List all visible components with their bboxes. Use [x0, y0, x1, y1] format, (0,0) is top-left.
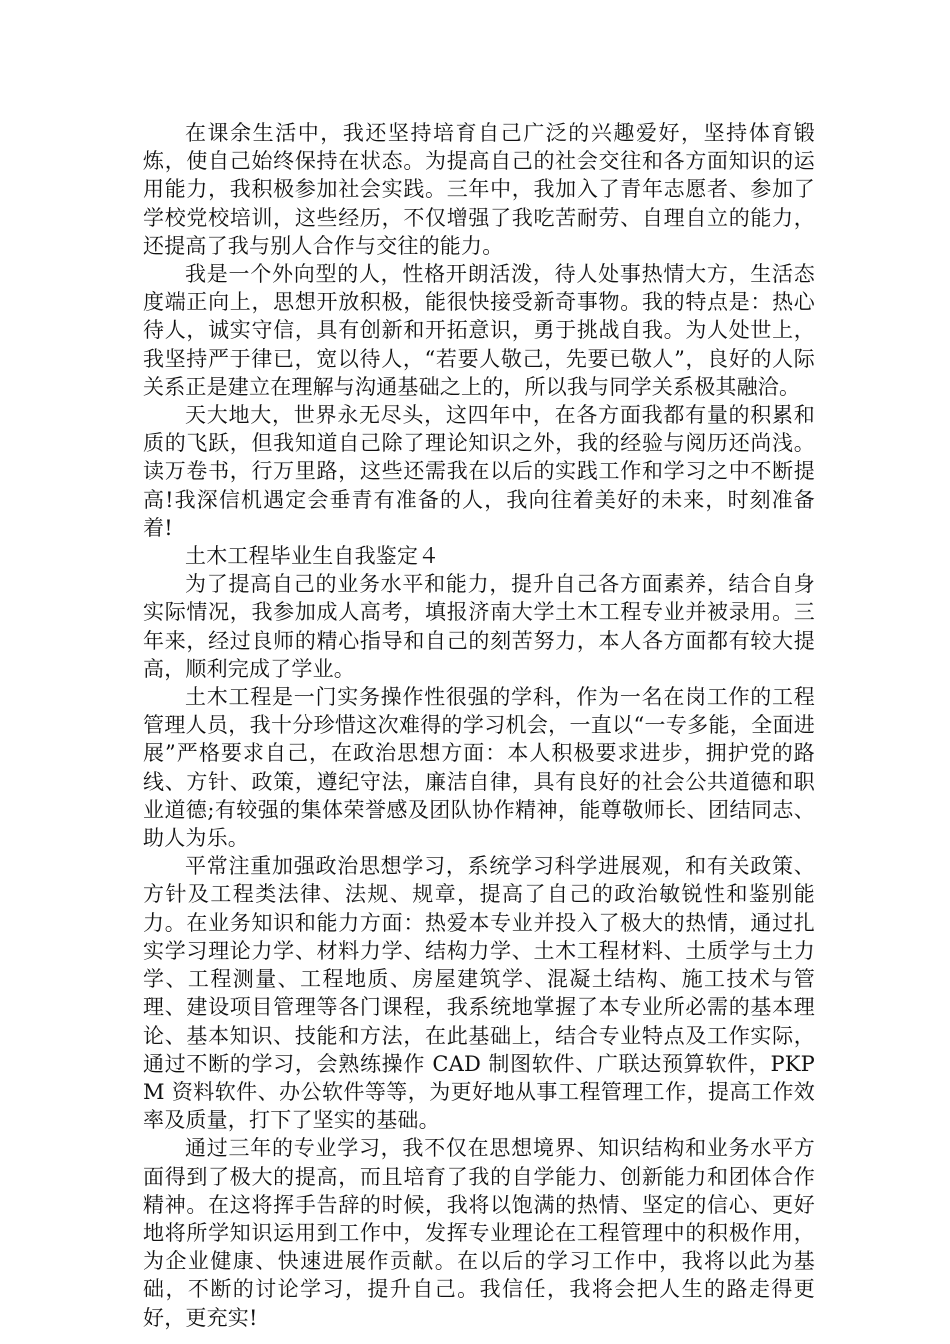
- section-heading: 土木工程毕业生自我鉴定４: [185, 544, 440, 569]
- paragraph-conclusion: 通过三年的专业学习，我不仅在思想境界、知识结构和业务水平方面得到了极大的提高，而且培育了我的自学能力、创新能力和团体合作精神。在这将挥手告辞的时候，我将以饱满的热情、坚定的信心、更好地将所学知识运用到工作中，发挥专业理论在工程管理中的积极作用，为企业健康、快速进展作贡献。在以后的学习工作中，我将以此为基础，不断的讨论学习，提升自己。我信任，我将会把人生的路走得更好，更充实!: [143, 1136, 815, 1330]
- paragraph-professional-knowledge: 平常注重加强政治思想学习，系统学习科学进展观，和有关政策、方针及工程类法律、法规、规章，提高了自己的政治敏锐性和鉴别能力。在业务知识和能力方面：热爱本专业并投入了极大的热情，通过扎实学习理论力学、材料力学、结构力学、土木工程材料、土质学与土力学、工程测量、工程地质、房屋建筑学、混凝土结构、施工技术与管理、建设项目管理等各门课程，我系统地掌握了本专业所必需的基本理论、基本知识、技能和方法，在此基础上，结合专业特点及工作实际，通过不断的学习，会熟练操作 CAD 制图软件、广联达预算软件，PKPM 资料软件、办公软件等等，为更好地从事工程管理工作，提高工作效率及质量，打下了坚实的基础。: [143, 854, 815, 1133]
- document-body: [143, 119, 815, 1332]
- paragraph-personality: 我是一个外向型的人，性格开朗活泼，待人处事热情大方，生活态度端正向上，思想开放积极，能很快接受新奇事物。我的特点是：热心待人，诚实守信，具有创新和开拓意识，勇于挑战自我。为人处世上，我坚持严于律已，宽以待人，“若要人敬己，先要已敬人”，良好的人际关系正是建立在理解与沟通基础之上的，所以我与同学关系极其融洽。: [143, 262, 815, 399]
- paragraph-hobbies: 在课余生活中，我还坚持培育自己广泛的兴趣爱好，坚持体育锻炼，使自己始终保持在状态。为提高自己的社会交往和各方面知识的运用能力，我积极参加社会实践。三年中，我加入了青年志愿者、参加了学校党校培训，这些经历，不仅增强了我吃苦耐劳、自理自立的能力，还提高了我与别人合作与交往的能力。: [143, 121, 815, 258]
- paragraph-introduction: 为了提高自己的业务水平和能力，提升自己各方面素养，结合自身实际情况，我参加成人高考，填报济南大学土木工程专业并被录用。三年来，经过良师的精心指导和自己的刻苦努力，本人各方面都有较大提高，顺利完成了学业。: [143, 572, 815, 681]
- paragraph-outlook: 天大地大，世界永无尽头，这四年中，在各方面我都有量的积累和质的飞跃，但我知道自己除了理论知识之外，我的经验与阅历还尚浅。读万卷书，行万里路，这些还需我在以后的实践工作和学习之中不断提高!我深信机遇定会垂青有准备的人，我向往着美好的未来，时刻准备着!: [143, 403, 815, 540]
- paragraph-political-thought: 土木工程是一门实务操作性很强的学科，作为一名在岗工作的工程管理人员，我十分珍惜这次难得的学习机会，一直以“一专多能，全面进展”严格要求自己，在政治思想方面：本人积极要求进步，拥护党的路线、方针、政策，遵纪守法，廉洁自律，具有良好的社会公共道德和职业道德;有较强的集体荣誉感及团队协作精神，能尊敬师长、团结同志、助人为乐。: [143, 685, 815, 851]
